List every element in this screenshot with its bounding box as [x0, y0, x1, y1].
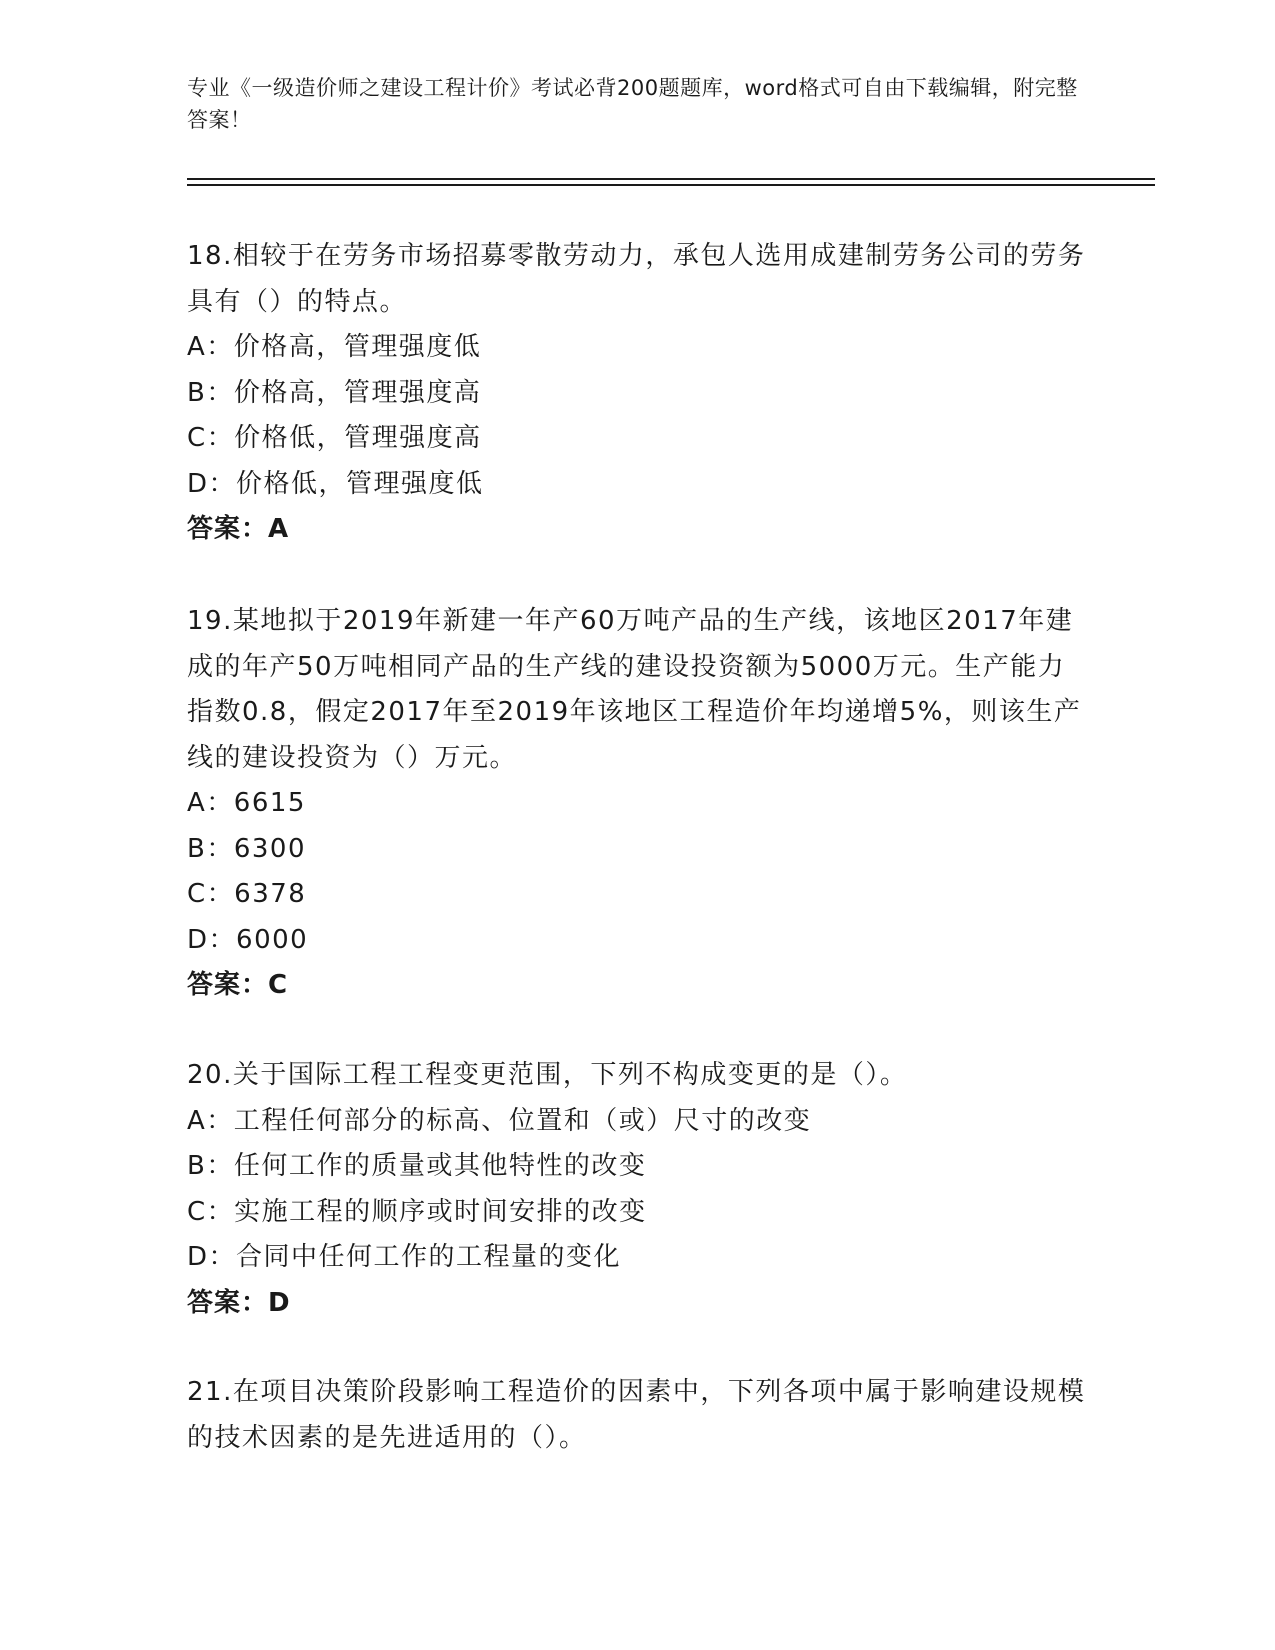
header-divider — [187, 178, 1155, 180]
option-d: D：6000 — [187, 924, 309, 955]
question-stem: 21.在项目决策阶段影响工程造价的因素中，下列各项中属于影响建设规模的技术因素的是先进适用的（）。 — [187, 1377, 1086, 1453]
option-a: A：工程任何部分的标高、位置和（或）尺寸的改变 — [187, 1105, 812, 1136]
option-c: C：6378 — [187, 879, 307, 909]
question-stem: 20.关于国际工程工程变更范围，下列不构成变更的是（）。 — [187, 1060, 908, 1090]
question-stem: 19.某地拟于2019年新建一年产60万吨产品的生产线，该地区2017年建成的年产50万吨相同产品的生产线的建设投资额为5000万元。生产能力指数0.8，假定2017年至2019年该地区工程造价年均递增5%，则该生产线的建设投资为（）万元。 — [187, 606, 1082, 773]
option-b: B：任何工作的质量或其他特性的改变 — [187, 1151, 647, 1181]
document-header: 专业《一级造价师之建设工程计价》考试必背200题题库，word格式可自由下载编辑，附完整答案！ — [187, 76, 1078, 132]
option-d: D：合同中任何工作的工程量的变化 — [187, 1242, 622, 1272]
answer: 答案：A — [187, 514, 290, 544]
option-c: C：实施工程的顺序或时间安排的改变 — [187, 1196, 647, 1227]
option-a: A：6615 — [187, 788, 306, 818]
answer: 答案：C — [187, 970, 289, 1000]
option-c: C：价格低，管理强度高 — [187, 423, 482, 453]
option-b: B：价格高，管理强度高 — [187, 377, 482, 408]
question-stem: 18.相较于在劳务市场招募零散劳动力，承包人选用成建制劳务公司的劳务具有（）的特点。 — [187, 241, 1086, 317]
header-divider — [187, 184, 1155, 186]
option-a: A：价格高，管理强度低 — [187, 332, 482, 362]
answer: 答案：D — [187, 1287, 291, 1318]
question-21 — [187, 1370, 1087, 1461]
option-b: B：6300 — [187, 833, 307, 864]
option-d: D：价格低，管理强度低 — [187, 468, 484, 499]
question-19 — [187, 599, 1087, 1009]
question-20 — [187, 1053, 1087, 1326]
question-18 — [187, 234, 1087, 553]
